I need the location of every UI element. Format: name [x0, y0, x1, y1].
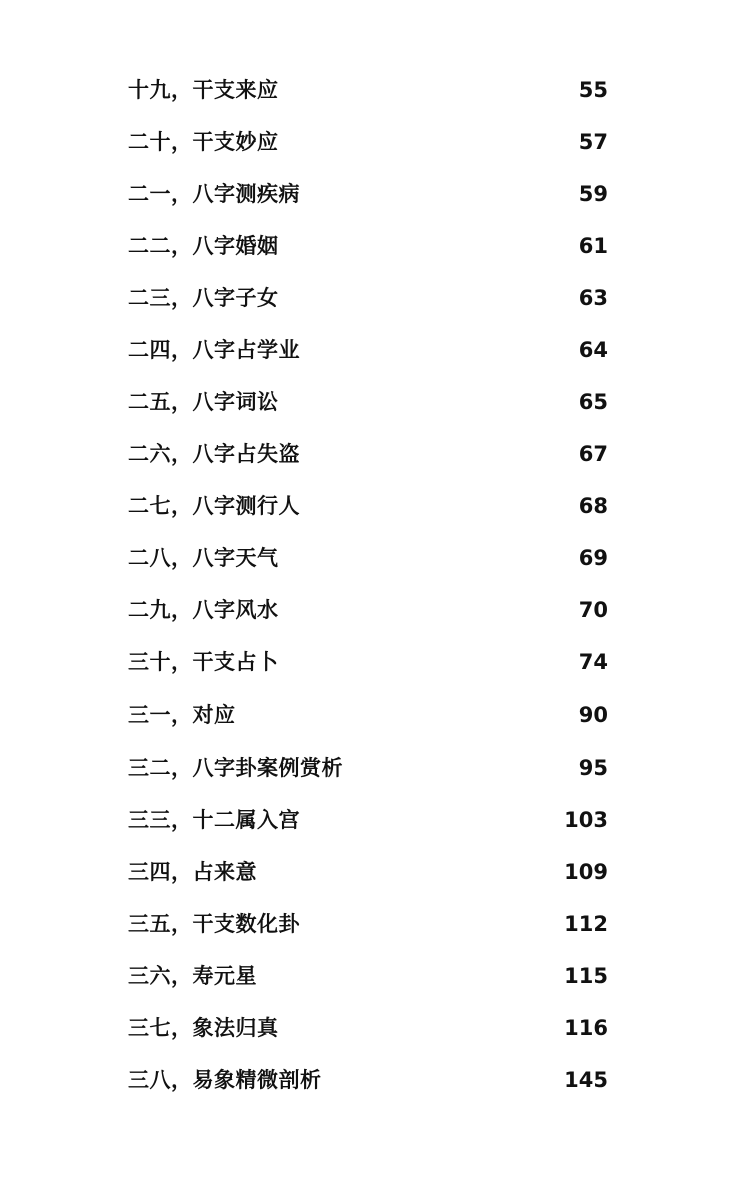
- toc-entry-page: 67: [578, 442, 608, 466]
- toc-entry: [0, 73, 753, 107]
- toc-entry-title: 二六，八字占失盗: [128, 442, 300, 466]
- toc-entry: [0, 593, 753, 627]
- toc-entry-title: 二五，八字词讼: [128, 390, 279, 414]
- toc-entry-title: 二七，八字测行人: [128, 494, 300, 518]
- toc-entry-page: 59: [578, 182, 608, 206]
- toc-entry: [0, 751, 753, 785]
- toc-entry: [0, 959, 753, 993]
- toc-entry-title: 二四，八字占学业: [128, 338, 300, 362]
- toc-entry: [0, 907, 753, 941]
- toc-entry-page: 95: [578, 756, 608, 780]
- toc-entry-title: 三一，对应: [128, 703, 236, 727]
- toc-entry-page: 109: [564, 860, 608, 884]
- toc-entry: [0, 803, 753, 837]
- toc-entry-page: 55: [578, 78, 608, 102]
- toc-entry: [0, 645, 753, 679]
- toc-entry-page: 65: [578, 390, 608, 414]
- toc-entry-page: 68: [578, 494, 608, 518]
- toc-entry-page: 70: [578, 598, 608, 622]
- toc-entry-title: 三二，八字卦案例赏析: [128, 756, 343, 780]
- toc-entry-page: 116: [564, 1016, 608, 1040]
- toc-entry-title: 二十，干支妙应: [128, 130, 279, 154]
- toc-entry-title: 三三，十二属入宫: [128, 808, 300, 832]
- toc-entry-title: 三六，寿元星: [128, 964, 257, 988]
- toc-entry: [0, 1063, 753, 1097]
- toc-entry-page: 90: [578, 703, 608, 727]
- toc-entry-title: 二一，八字测疾病: [128, 182, 300, 206]
- toc-entry-page: 61: [578, 234, 608, 258]
- toc-entry: [0, 855, 753, 889]
- toc-entry: [0, 281, 753, 315]
- toc-entry: [0, 333, 753, 367]
- toc-entry: [0, 1011, 753, 1045]
- toc-entry-title: 二二，八字婚姻: [128, 234, 279, 258]
- toc-entry-title: 三五，干支数化卦: [128, 912, 300, 936]
- toc-entry-page: 64: [578, 338, 608, 362]
- toc-entry-title: 二八，八字天气: [128, 546, 279, 570]
- toc-entry-page: 69: [578, 546, 608, 570]
- toc-entry: [0, 489, 753, 523]
- toc-entry-page: 115: [564, 964, 608, 988]
- toc-entry: [0, 385, 753, 419]
- toc-entry-page: 63: [578, 286, 608, 310]
- toc-entry-title: 三七，象法归真: [128, 1016, 279, 1040]
- toc-entry: [0, 177, 753, 211]
- toc-entry-title: 三八，易象精微剖析: [128, 1068, 322, 1092]
- toc-entry: [0, 437, 753, 471]
- toc-entry-title: 十九，干支来应: [128, 78, 279, 102]
- toc-entry-page: 57: [578, 130, 608, 154]
- toc-entry-page: 145: [564, 1068, 608, 1092]
- toc-entry-page: 103: [564, 808, 608, 832]
- toc-entry-page: 74: [578, 650, 608, 674]
- toc-entry: [0, 698, 753, 732]
- toc-entry-title: 三四，占来意: [128, 860, 257, 884]
- toc-entry: [0, 125, 753, 159]
- toc-entry: [0, 541, 753, 575]
- toc-entry-title: 三十，干支占卜: [128, 650, 279, 674]
- toc-entry: [0, 229, 753, 263]
- toc-entry-title: 二三，八字子女: [128, 286, 279, 310]
- toc-entry-page: 112: [564, 912, 608, 936]
- toc-entry-title: 二九，八字风水: [128, 598, 279, 622]
